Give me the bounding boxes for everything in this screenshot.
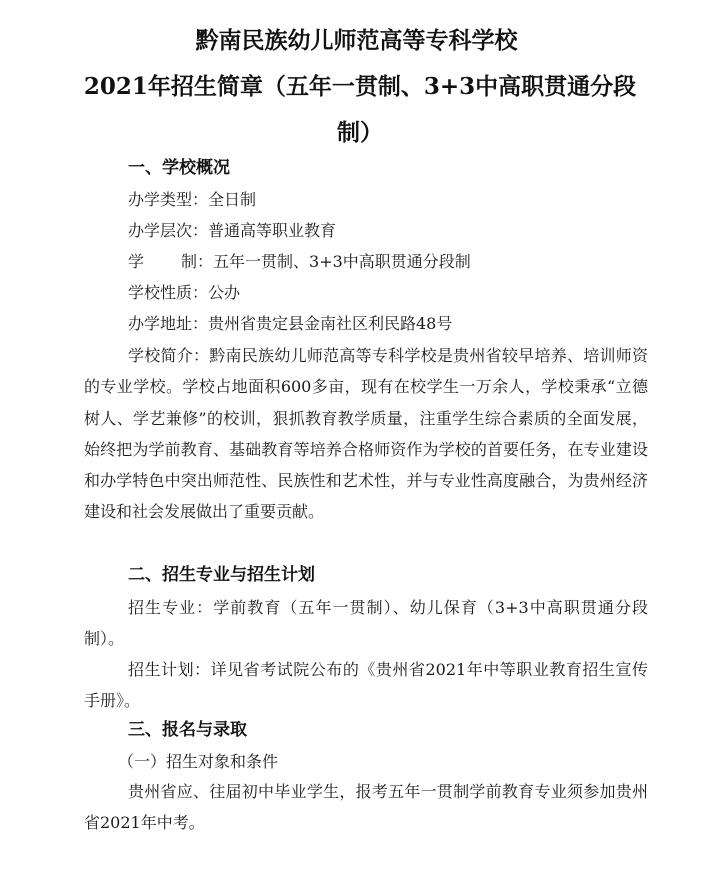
school-name-title: 黔南民族幼儿师范高等专科学校 <box>195 27 518 54</box>
eligibility-paragraph: 贵州省应、往届初中毕业学生，报考五年一贯制学前教育专业须参加贵州省2021年中考。 <box>84 782 648 833</box>
school-system <box>128 252 648 272</box>
section-heading-overview: 一、学校概况 <box>128 158 230 178</box>
section-heading-registration: 三、报名与录取 <box>128 720 247 740</box>
system-label-b: 制：五年一贯制、3+3中高职贯通分段制 <box>181 252 471 271</box>
school-address: 办学地址：贵州省贵定县金南社区利民路48号 <box>128 314 453 333</box>
school-level: 办学层次：普通高等职业教育 <box>128 221 337 240</box>
enrollment-plan-paragraph: 招生计划：详见省考试院公布的《贵州省2021年中等职业教育招生宣传手册》。 <box>84 660 648 711</box>
school-type: 办学类型：全日制 <box>128 190 257 209</box>
brochure-title: 2021年招生简章（五年一贯制、3+3中高职贯通分段制） <box>83 73 637 146</box>
section-heading-majors: 二、招生专业与招生计划 <box>128 565 315 585</box>
subsection-heading-eligibility: （一）招生对象和条件 <box>118 752 279 771</box>
system-label-a: 学 <box>128 252 145 271</box>
school-nature: 学校性质：公办 <box>128 283 241 302</box>
school-introduction: 学校简介：黔南民族幼儿师范高等专科学校是贵州省较早培养、培训师资的专业学校。学校占地面积600多亩，现有在校学生一万余人，学校秉承“立德树人、学艺兼修”的校训，狠抓教育教学质量，注重学生综合素质的全面发展，始终把为学前教育、基础教育等培养合格师资作为学校的首要任务，在专业建设和办学特色中突出师范性、民族性和艺术性，并与专业性高度融合，为贵州经济建设和社会发展做出了重要贡献。 <box>84 346 648 522</box>
majors-paragraph: 招生专业：学前教育（五年一贯制）、幼儿保育（3+3中高职贯通分段制）。 <box>84 598 648 649</box>
